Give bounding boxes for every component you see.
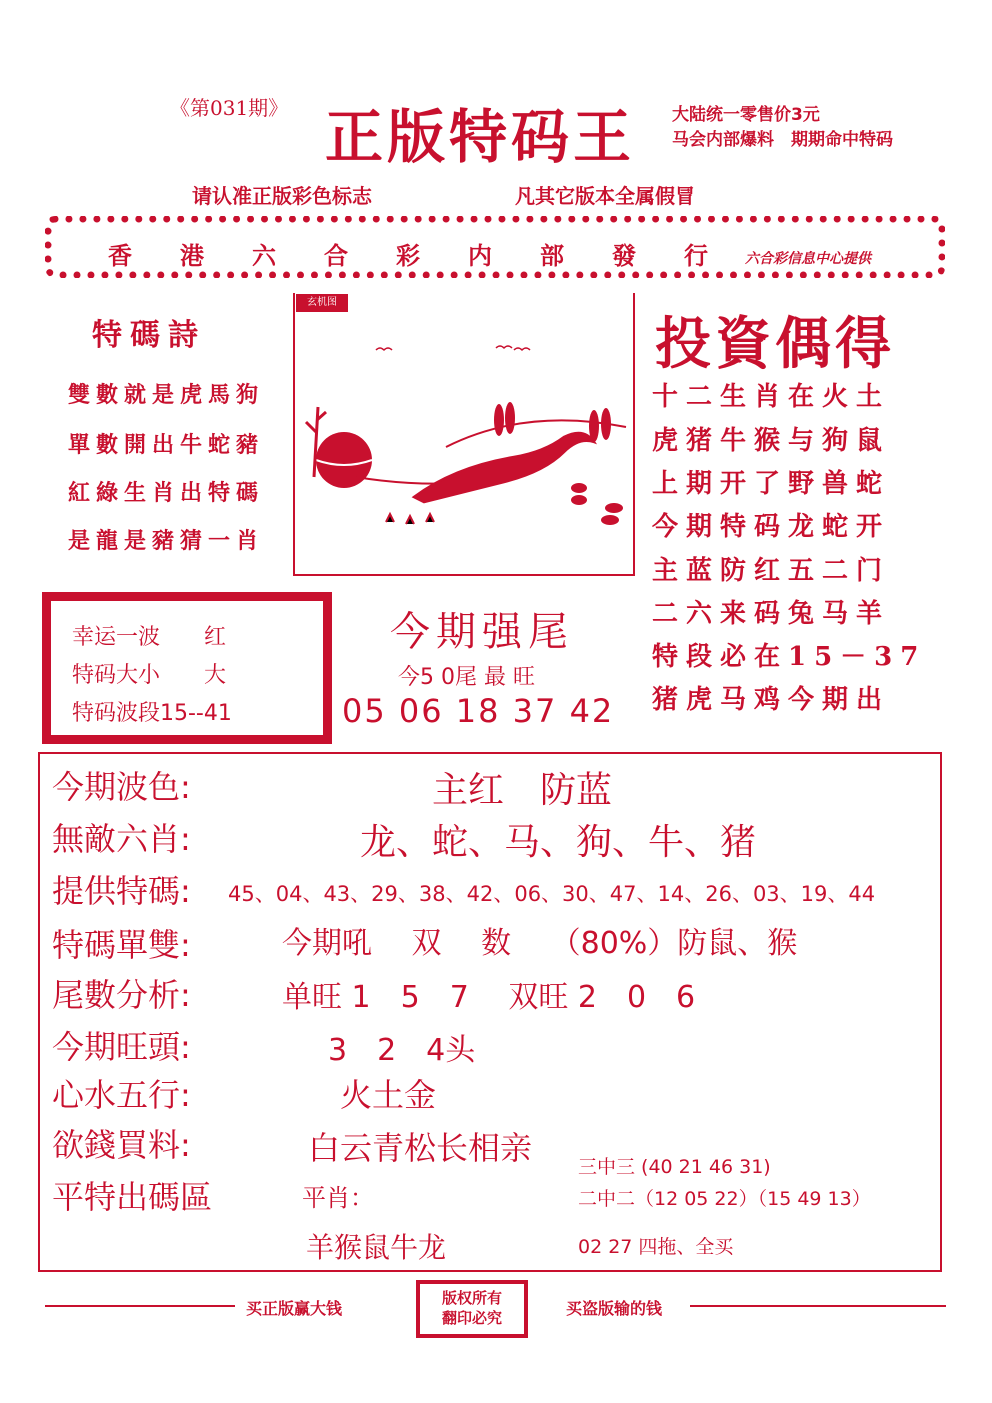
lucky-range: 特码波段15--41 [72,701,232,726]
banner-subtext: 六合彩信息中心提供 [745,251,871,267]
picture-stamp: 玄机图 [296,294,348,312]
label-tail: 尾數分析: [52,976,191,1014]
invest-line: 猪虎马鸡今期出 [652,685,891,715]
label-six-zodiac: 無敵六肖: [52,820,191,858]
footer-right-text: 买盗版输的钱 [566,1299,663,1318]
invest-line: 二六来码兔马羊 [652,599,891,629]
combo-three: 三中三 (40 21 46 31) [578,1156,771,1178]
value-odd-even: 今期吼 双 数 （80%）防鼠、猴 [282,926,798,961]
strong-tail-sub: 今5 0尾 最 旺 [398,665,535,690]
label-flat: 平特出碼區 [52,1178,213,1216]
footer-rule-right [690,1305,946,1307]
banner-text: 香港六合彩内部發行 [108,241,756,270]
combo-drag: 02 27 四拖、全买 [578,1236,734,1258]
strong-tail-title: 今期强尾 [390,609,574,655]
invest-line: 今期特码龙蛇开 [652,512,891,542]
combo-two: 二中二（12 05 22）（15 49 13） [578,1188,871,1210]
cypress-trees-icon [494,402,611,442]
value-elements: 火土金 [340,1076,437,1114]
value-head: 3 2 4头 [328,1033,476,1068]
authentic-note: 请认准正版彩色标志 [192,184,372,208]
value-tail: 单旺 1 5 7 双旺 2 0 6 [282,980,696,1015]
riddle-picture [296,312,632,574]
invest-line: 上期开了野兽蛇 [652,469,891,499]
page-title: 正版特码王 [325,103,636,171]
lucky-wave: 幸运一波 红 [72,625,227,650]
copyright-line: 版权所有 [441,1289,502,1307]
invest-line: 特段必在15－37 [652,642,927,672]
value-flat-label: 平肖： [302,1184,374,1212]
crocodile-icon [414,433,594,502]
lucky-size: 特码大小 大 [72,663,227,688]
value-six-zodiac: 龙、蛇、马、狗、牛、猪 [360,822,757,863]
strong-tail-numbers: 05 06 18 37 42 [342,692,615,730]
grass-icon [386,514,434,524]
poem-line: 是龍是豬猜一肖 [68,528,265,554]
poem-line: 雙數就是虎馬狗 [68,382,265,408]
label-head: 今期旺頭: [52,1028,191,1066]
footer-left-text: 买正版赢大钱 [246,1299,343,1318]
invest-title: 投資偶得 [655,311,895,377]
fake-note: 凡其它版本全属假冒 [515,184,695,208]
invest-line: 十二生肖在火土 [652,382,891,412]
poem-line: 單數開出牛蛇豬 [68,432,265,458]
footer-rule-left [45,1305,235,1307]
red-sun-icon [316,432,372,488]
value-wave-color: 主红 防蓝 [432,770,613,811]
label-buy: 欲錢買料: [52,1126,191,1164]
leak-note: 马会内部爆料 期期命中特码 [672,130,893,150]
value-buy: 白云青松长相亲 [308,1129,533,1167]
poem-title: 特碼詩 [92,318,206,353]
price-note: 大陆统一零售价3元 [672,105,820,125]
label-codes: 提供特碼: [52,872,191,910]
issue-number: 《第031期》 [170,96,289,120]
label-odd-even: 特碼單雙: [52,926,191,964]
value-flat-zodiac: 羊猴鼠牛龙 [306,1231,447,1264]
birds-icon [376,346,530,350]
invest-line: 虎猪牛猴与狗鼠 [652,426,891,456]
label-elements: 心水五行: [52,1076,191,1114]
poem-line: 紅綠生肖出特碼 [68,480,265,506]
copyright-box [416,1280,528,1338]
copyright-line: 翻印必究 [441,1309,502,1327]
value-codes: 45、04、43、29、38、42、06、30、47、14、26、03、19、44 [228,882,876,906]
stones-icon [571,483,623,525]
invest-line: 主蓝防红五二门 [652,556,891,586]
label-wave-color: 今期波色: [52,768,191,806]
